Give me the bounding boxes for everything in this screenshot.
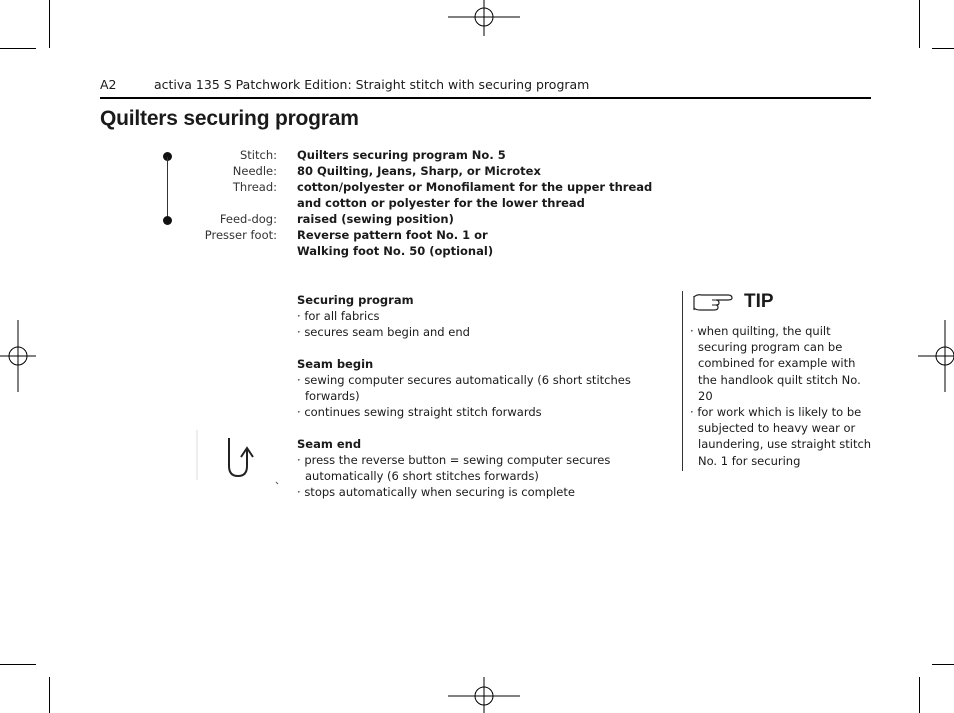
- section-heading: Seam begin: [297, 357, 374, 371]
- spec-table: [100, 147, 652, 259]
- tip-header: [692, 291, 774, 313]
- list-item: · sewing computer secures automatically (6 short stitches forwards): [297, 372, 677, 404]
- spec-value: raised (sewing position): [297, 212, 454, 226]
- list-item: · press the reverse button = sewing computer secures automatically (6 short stitches forwards): [297, 452, 615, 484]
- spec-row: [100, 163, 652, 179]
- crop-mark: [919, 677, 920, 713]
- registration-mark-left: [0, 320, 36, 392]
- crop-mark: [49, 0, 50, 48]
- list-item: · for work which is likely to be subjected to heavy wear or laundering, use straight stitch No. 1 for securing: [690, 404, 872, 469]
- spec-row: [100, 179, 652, 195]
- registration-mark-right: [918, 320, 954, 392]
- tip-list: [690, 323, 872, 469]
- spec-value: Walking foot No. 50 (optional): [297, 244, 494, 258]
- spec-label: Feed-dog:: [219, 212, 277, 226]
- spec-label: Stitch:: [240, 148, 277, 162]
- pointing-hand-icon: [692, 292, 734, 312]
- list-item: · for all fabrics: [297, 308, 677, 324]
- spec-label: Thread:: [232, 180, 277, 194]
- section-heading: Seam end: [297, 437, 362, 451]
- reverse-button-icon: [196, 428, 280, 486]
- registration-mark-top: [448, 0, 520, 36]
- crop-mark: [919, 0, 920, 48]
- spec-row: [100, 147, 652, 163]
- spec-row: [100, 243, 652, 259]
- list-item: · secures seam begin and end: [297, 324, 677, 340]
- section-heading: Securing program: [297, 293, 414, 307]
- crop-mark: [932, 664, 954, 665]
- header-rule: [100, 97, 871, 99]
- registration-mark-bottom: [448, 677, 520, 713]
- running-header: [100, 77, 589, 92]
- page-title: Quilters securing program: [100, 107, 359, 130]
- spec-row: [100, 211, 652, 227]
- spec-value: and cotton or polyester for the lower thread: [297, 196, 585, 210]
- page-number: A2: [100, 77, 117, 92]
- crop-mark: [49, 677, 50, 713]
- crop-mark: [932, 48, 954, 49]
- spec-value: Quilters securing program No. 5: [297, 148, 506, 162]
- instructions: [297, 292, 677, 500]
- list-item: · stops automatically when securing is complete: [297, 484, 677, 500]
- spec-label: Presser foot:: [204, 228, 277, 242]
- spec-value: 80 Quilting, Jeans, Sharp, or Microtex: [297, 164, 541, 178]
- list-item: · continues sewing straight stitch forwards: [297, 404, 677, 420]
- spec-label: Needle:: [232, 164, 277, 178]
- list-item: · when quilting, the quilt securing program can be combined for example with the handlook quilt stitch No. 20: [690, 323, 872, 404]
- spec-label: [100, 195, 277, 211]
- crop-mark: [0, 48, 36, 49]
- spec-label: [100, 243, 277, 259]
- running-title: activa 135 S Patchwork Edition: Straight stitch with securing program: [154, 77, 590, 92]
- tip-label: TIP: [744, 291, 774, 312]
- crop-mark: [0, 664, 36, 665]
- spec-row: [100, 195, 652, 211]
- tip-divider: [682, 291, 683, 471]
- spec-value: Reverse pattern foot No. 1 or: [297, 228, 488, 242]
- spec-value: cotton/polyester or Monofilament for the upper thread: [297, 180, 653, 194]
- spec-row: [100, 227, 652, 243]
